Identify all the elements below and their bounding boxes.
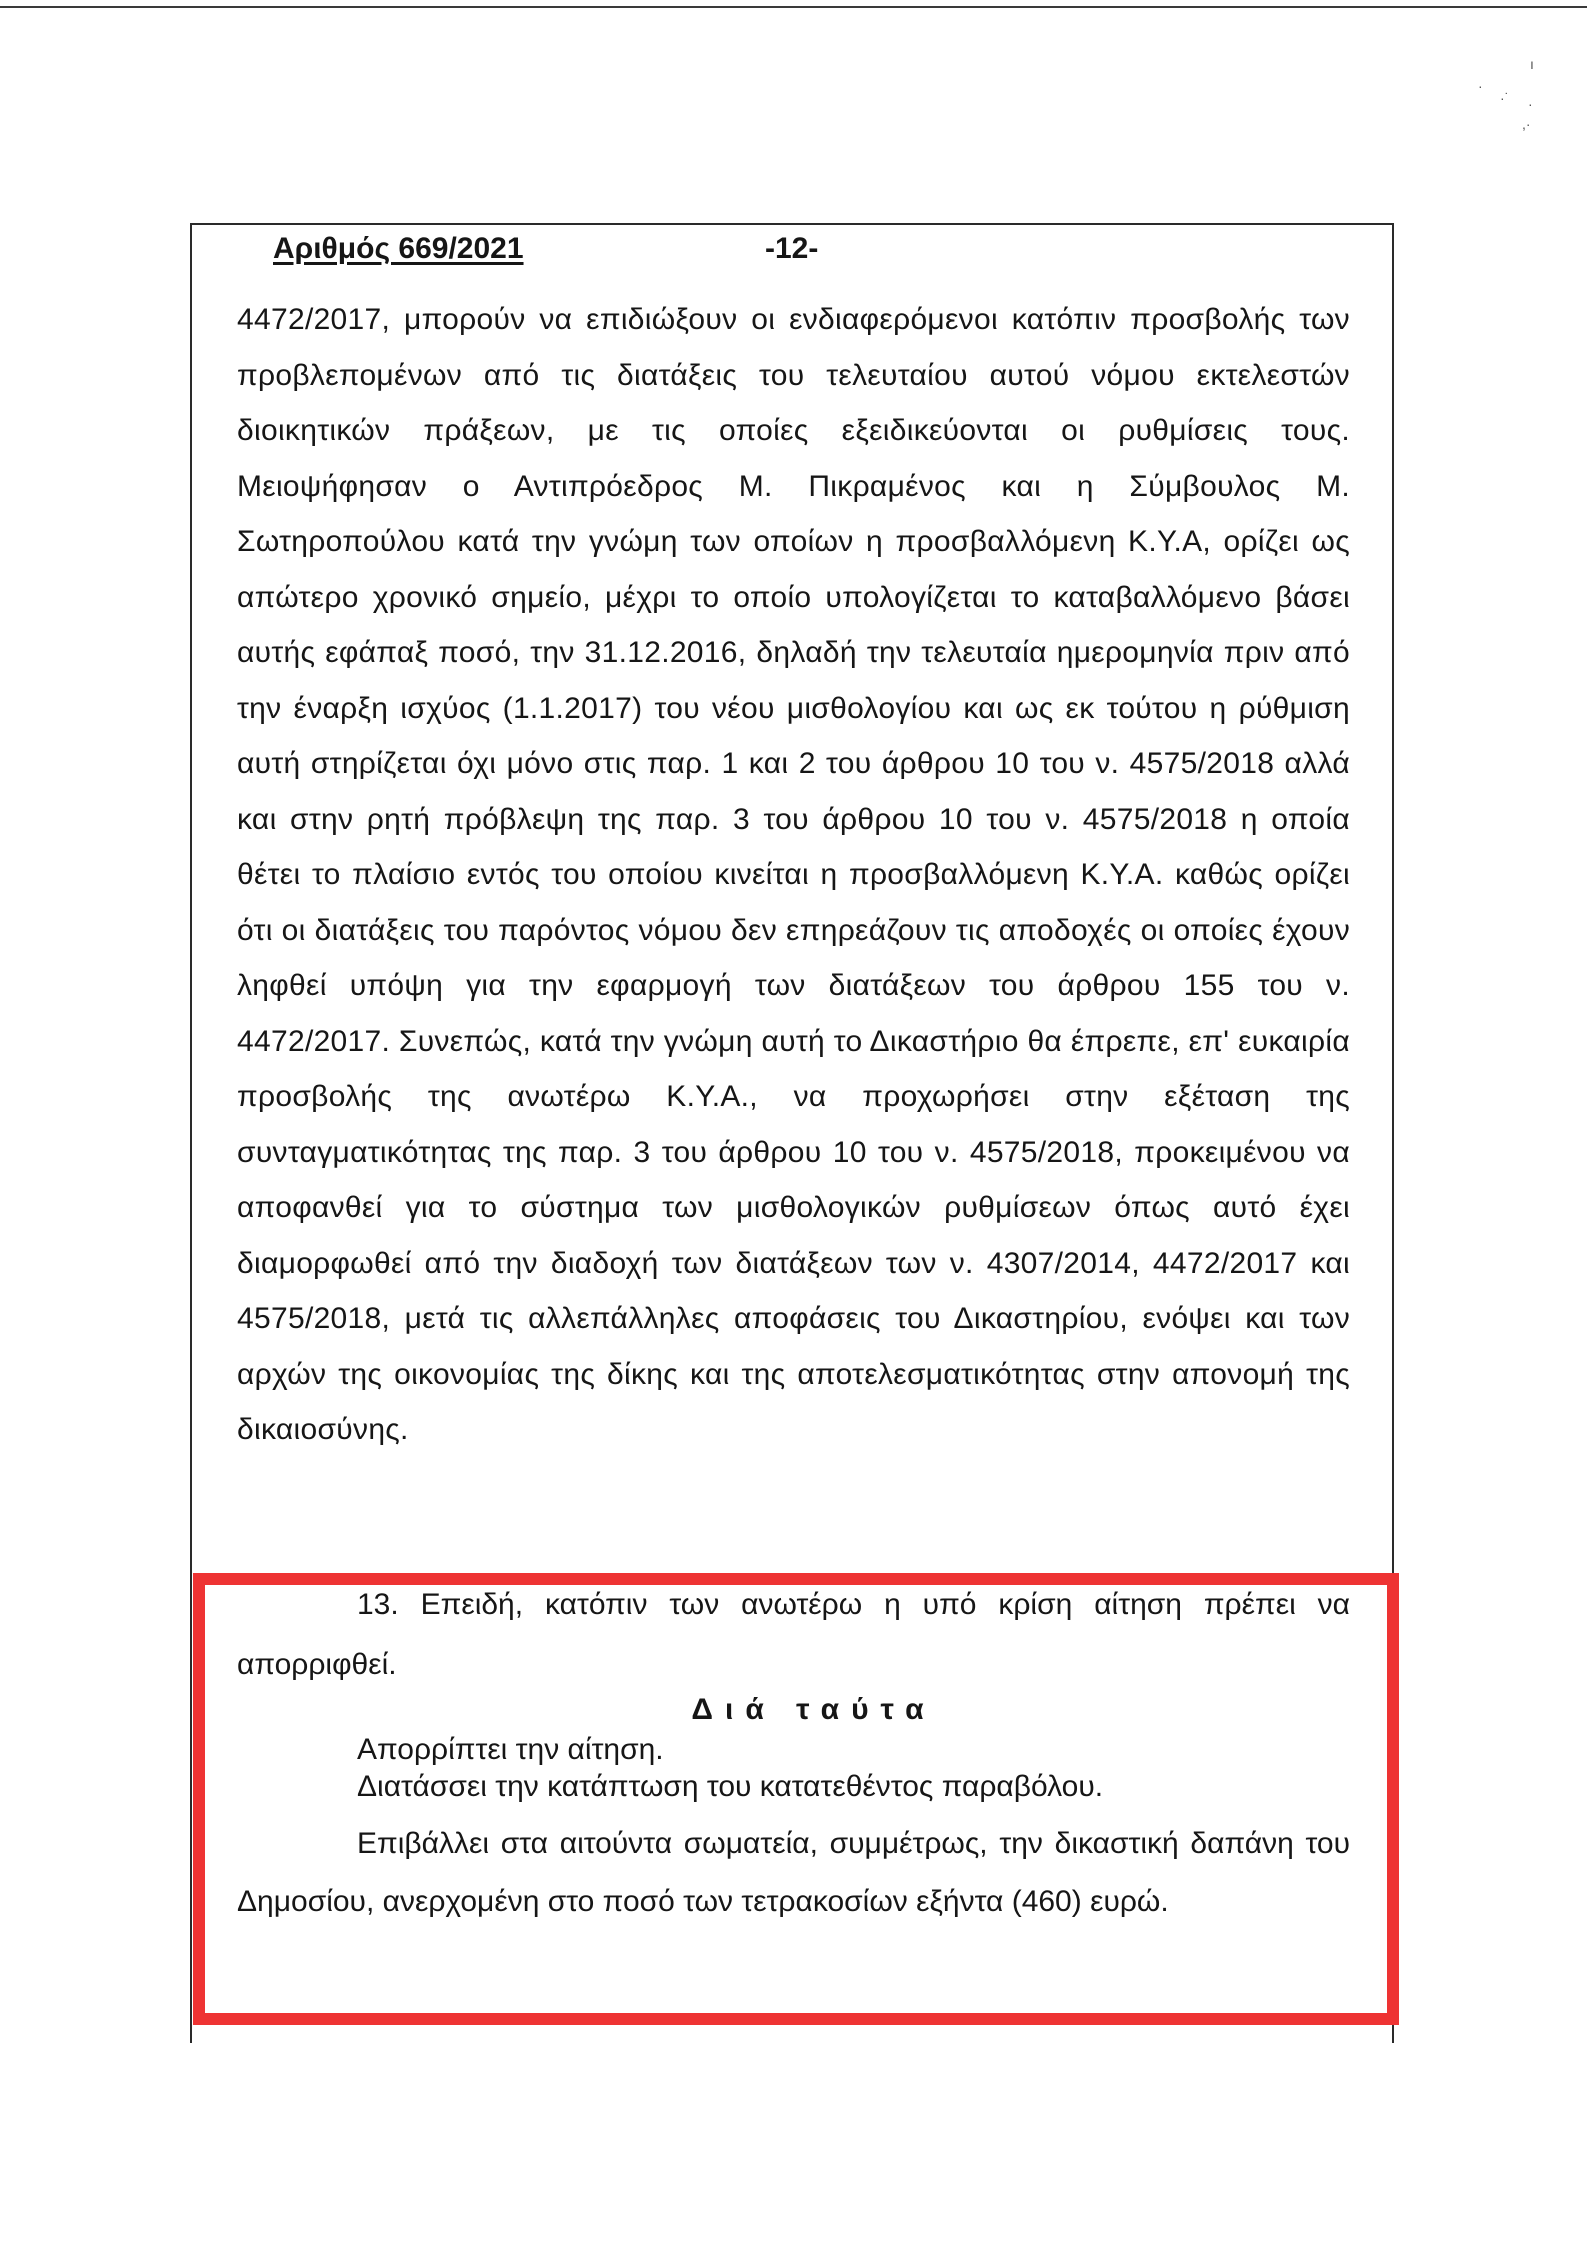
decision-reject: Απορρίπτει την αίτηση. <box>357 1733 664 1766</box>
ruling-heading: Διά ταύτα <box>691 1693 936 1726</box>
decision-costs: Επιβάλλει στα αιτούντα σωματεία, συμμέτρως, την δικαστική δαπάνη του Δημοσίου, ανερχομένη στο ποσό των τετρακοσίων εξήντα (460) ευρώ. <box>237 1827 1350 1918</box>
page-header <box>273 232 819 272</box>
paragraph-13: 13. Επειδή, κατόπιν των ανωτέρω η υπό κρίση αίτηση πρέπει να απορριφθεί. <box>237 1588 1350 1681</box>
scan-noise: ı · ·˙ · ,· <box>1478 56 1534 132</box>
page-number: -12- <box>765 232 819 265</box>
scan-top-edge <box>0 6 1587 8</box>
main-paragraph: 4472/2017, μπορούν να επιδιώξουν οι ενδιαφερόμενοι κατόπιν προσβολής των προβλεπομένων από τις διατάξεις του τελευταίου αυτού νόμου εκτελεστών διοικητικών πράξεων, με τις οποίες εξειδικεύονται οι ρυθμίσεις τους. Μειοψήφησαν ο Αντιπρόεδρος Μ. Πικραμένος και η Σύμβουλος Μ. Σωτηροπούλου κατά την γνώμη των οποίων η προσβαλλόμενη Κ.Υ.Α, ορίζει ως απώτερο χρονικό σημείο, μέχρι το οποίο υπολογίζεται το καταβαλλόμενο βάσει αυτής εφάπαξ ποσό, την 31.12.2016, δηλαδή την τελευταία ημερομηνία πριν από την έναρξη ισχύος (1.1.2017) του νέου μισθολογίου και ως εκ τούτου η ρύθμιση αυτή στηρίζεται όχι μόνο στις παρ. 1 και 2 του άρθρου 10 του ν. 4575/2018 αλλά και στην ρητή πρόβλεψη της παρ. 3 του άρθρου 10 του ν. 4575/2018 η οποία θέτει το πλαίσιο εντός του οποίου κινείται η προσβαλλόμενη Κ.Υ.Α. καθώς ορίζει ότι οι διατάξεις του παρόντος νόμου δεν επηρεάζουν τις αποδοχές οι οποίες έχουν ληφθεί υπόψη για την εφαρμογή των διατάξεων του άρθρου 155 του ν. 4472/2017. Συνεπώς, κατά την γνώμη αυτή το Δικαστήριο θα έπρεπε, επ' ευκαιρία προσβολής της ανωτέρω Κ.Υ.Α., να προχωρήσει στην εξέταση της συνταγματικότητας της παρ. 3 του άρθρου 10 του ν. 4575/2018, προκειμένου να αποφανθεί για το σύστημα των μισθολογικών ρυθμίσεων όπως αυτό έχει διαμορφωθεί από την διαδοχή των διατάξεων των ν. 4307/2014, 4472/2017 και 4575/2018, μετά τις αλλεπάλληλες αποφάσεις του Δικαστηρίου, ενόψει και των αρχών της οικονομίας της δίκης και της αποτελεσματικότητας στην απονομή της δικαιοσύνης. <box>237 303 1350 1446</box>
decision-forfeit-fee: Διατάσσει την κατάπτωση του κατατεθέντος παραβόλου. <box>357 1770 1104 1803</box>
case-number: Αριθμός 669/2021 <box>273 232 524 265</box>
